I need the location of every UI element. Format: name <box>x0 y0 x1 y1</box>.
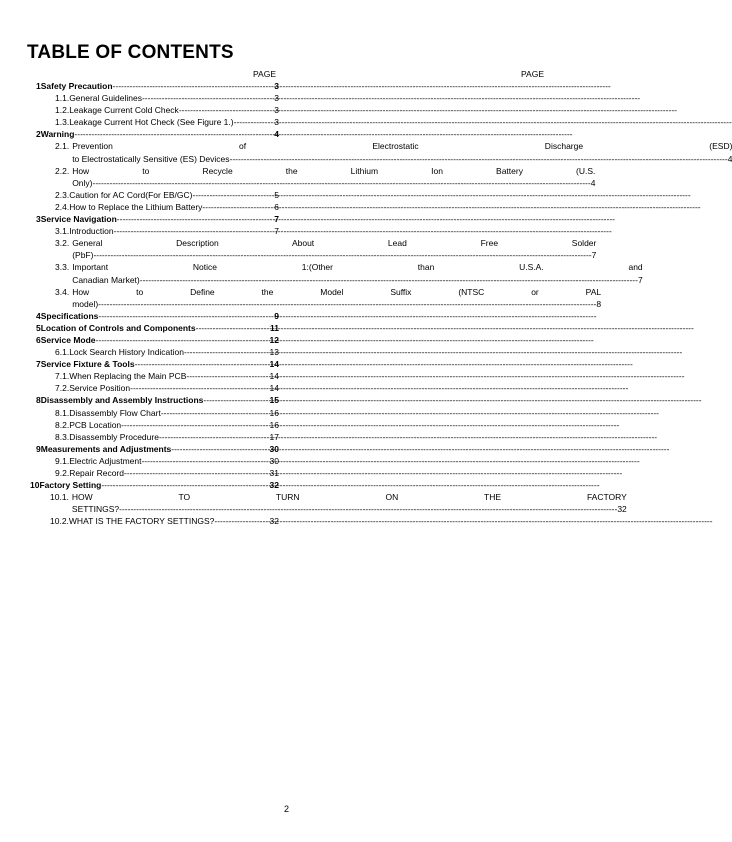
toc-entry[interactable] <box>27 165 596 189</box>
toc-section[interactable] <box>27 310 279 322</box>
toc-entry-title: Location of Controls and Components <box>40 322 196 333</box>
toc-entry[interactable] <box>27 92 279 104</box>
toc-entry-page: 4 <box>727 153 732 164</box>
toc-leader-dots <box>101 479 269 491</box>
toc-leader-dots <box>119 503 617 515</box>
toc-entry-page: 16 <box>269 407 279 418</box>
toc-entry[interactable] <box>27 104 279 116</box>
toc-leader-dots <box>98 310 274 322</box>
toc-entry[interactable] <box>27 116 279 128</box>
toc-entry[interactable] <box>27 261 643 285</box>
toc-entry[interactable] <box>27 237 597 261</box>
toc-entry-page: 32 <box>269 480 279 491</box>
toc-entry[interactable] <box>27 407 279 419</box>
page-column-header-left: PAGE <box>253 69 276 79</box>
toc-entry-page: 30 <box>269 443 279 454</box>
toc-entry-title: Prevention of Electrostatic Discharge (ESD) <box>72 141 732 152</box>
toc-section[interactable] <box>27 394 279 406</box>
toc-leader-dots <box>121 419 269 431</box>
toc-entry-number: 3 <box>36 214 41 225</box>
toc-section[interactable] <box>27 479 279 491</box>
toc-entry-number: 9.1. <box>55 455 70 466</box>
toc-section[interactable] <box>27 443 279 455</box>
toc-leader-dots <box>230 153 728 165</box>
toc-entry[interactable] <box>27 370 279 382</box>
toc-leader-dots <box>96 334 270 346</box>
toc-entry[interactable] <box>27 419 279 431</box>
toc-entry-number: 2.4. <box>55 201 70 212</box>
toc-leader-dots <box>130 382 269 394</box>
toc-entry-page: 4 <box>590 177 596 188</box>
toc-entry-page: 3 <box>274 93 279 104</box>
toc-entry[interactable] <box>27 382 279 394</box>
toc-entry-number: 10.1. <box>50 492 69 503</box>
toc-entry-page: 14 <box>269 371 279 382</box>
toc-entry-page: 9 <box>274 310 279 321</box>
toc-entry-number: 5 <box>36 322 41 333</box>
toc-entry[interactable] <box>27 346 279 358</box>
toc-entry[interactable] <box>27 467 279 479</box>
toc-leader-dots <box>202 201 274 213</box>
toc-leader-dots <box>142 92 274 104</box>
toc-entry-page: 6 <box>274 201 279 212</box>
toc-entry-page: 7 <box>274 226 279 237</box>
toc-entry-title: General Description About Lead Free Solder <box>72 238 597 249</box>
toc-entry-page: 4 <box>274 129 279 140</box>
toc-entry-title: HOW TO TURN ON THE FACTORY <box>71 492 627 503</box>
toc-entry-title: Introduction <box>69 226 114 237</box>
toc-leader-dots <box>214 515 269 527</box>
toc-entry-title-cont: model) <box>72 298 99 309</box>
toc-entry-page: 7 <box>591 250 597 261</box>
toc-entry-number: 10 <box>30 480 40 491</box>
toc-entry-number: 8.1. <box>55 407 70 418</box>
toc-entry-page: 32 <box>617 504 627 515</box>
toc-entry[interactable] <box>27 515 279 527</box>
toc-entry-number: 2.3. <box>55 189 70 200</box>
toc-entry-number: 7.2. <box>55 383 70 394</box>
toc-entry-page: 13 <box>269 347 279 358</box>
toc-leader-dots <box>196 322 270 334</box>
toc-entry-number: 3.3. <box>55 262 70 273</box>
toc-entry-title: Service Position <box>69 383 131 394</box>
toc-leader-dots <box>124 467 270 479</box>
toc-entry-number: 1.1. <box>55 93 70 104</box>
toc-entry-number: 3.1. <box>55 226 70 237</box>
toc-entry-page: 14 <box>269 359 279 370</box>
toc-leader-dots <box>234 116 275 128</box>
toc-entry-title: Measurements and Adjustments <box>40 443 172 454</box>
toc-entry-title: Service Navigation <box>40 214 117 225</box>
toc-entry-title: General Guidelines <box>69 93 142 104</box>
toc-leader-dots <box>98 298 596 310</box>
toc-entry-title: How to Define the Model Suffix (NTSC or PAL <box>72 286 602 297</box>
toc-section[interactable] <box>27 334 279 346</box>
toc-entry-title: When Replacing the Main PCB <box>69 371 187 382</box>
toc-entry-page: 12 <box>269 334 279 345</box>
toc-list <box>27 80 732 527</box>
toc-entry-page: 16 <box>269 419 279 430</box>
toc-entry-page: 7 <box>274 214 279 225</box>
toc-leader-dots <box>171 443 269 455</box>
toc-entry-page: 30 <box>269 455 279 466</box>
toc-entry-number: 1.2. <box>55 105 70 116</box>
toc-entry-number: 2.2. <box>55 165 70 176</box>
toc-leader-dots <box>113 80 275 92</box>
toc-entry[interactable] <box>27 431 279 443</box>
toc-leader-dots <box>159 431 270 443</box>
toc-section[interactable] <box>27 358 279 370</box>
toc-entry-number: 6.1. <box>55 347 70 358</box>
toc-entry[interactable] <box>27 455 279 467</box>
toc-entry-page: 5 <box>274 189 279 200</box>
toc-section[interactable] <box>27 213 279 225</box>
toc-entry-number: 2.1. <box>55 141 70 152</box>
toc-entry-number: 3.2. <box>55 238 70 249</box>
toc-entry-number: 2 <box>36 129 41 140</box>
toc-entry-number: 1 <box>36 81 41 91</box>
toc-entry-page: 3 <box>274 105 279 116</box>
toc-entry-number: 9 <box>36 443 41 454</box>
toc-entry-title: WHAT IS THE FACTORY SETTINGS? <box>68 516 215 527</box>
toc-entry[interactable] <box>27 140 732 164</box>
toc-entry-title: Important Notice 1:(Other than U.S.A. and <box>72 262 643 273</box>
toc-entry-page: 14 <box>269 383 279 394</box>
toc-leader-dots <box>184 346 270 358</box>
toc-entry-page: 3 <box>274 117 279 128</box>
toc-entry-title: Repair Record <box>69 468 124 478</box>
toc-entry[interactable] <box>27 201 279 213</box>
toc-entry-number: 7.1. <box>55 371 70 382</box>
toc-leader-dots <box>117 213 274 225</box>
toc-leader-dots <box>161 407 270 419</box>
toc-entry-page: 11 <box>270 322 279 333</box>
toc-entry-title-cont: Only) <box>72 177 93 188</box>
toc-entry-title: Factory Setting <box>39 480 102 491</box>
toc-entry-number: 8.3. <box>55 431 70 442</box>
toc-entry-title: Disassembly and Assembly Instructions <box>40 395 204 406</box>
toc-entry[interactable] <box>27 189 279 201</box>
toc-entry-title: Lock Search History Indication <box>69 347 184 358</box>
toc-entry-title: Disassembly Flow Chart <box>69 407 161 418</box>
toc-leader-dots <box>141 455 269 467</box>
toc-entry-number: 8 <box>36 395 41 406</box>
toc-leader-dots <box>179 104 274 116</box>
toc-entry-number: 6 <box>36 334 41 345</box>
toc-entry-title: Leakage Current Cold Check <box>69 105 179 116</box>
toc-leader-dots <box>203 394 269 406</box>
toc-leader-dots <box>93 177 591 189</box>
toc-entry-page: 7 <box>637 274 643 285</box>
toc-title: TABLE OF CONTENTS <box>27 42 234 63</box>
toc-entry-title-cont: Canadian Market) <box>72 274 140 285</box>
toc-leader-dots <box>93 249 591 261</box>
toc-entry-title: Electric Adjustment <box>69 455 142 466</box>
toc-entry-page: 31 <box>269 468 279 478</box>
page-column-header-right: PAGE <box>521 69 544 79</box>
toc-entry-title: Specifications <box>40 310 99 321</box>
toc-entry-page: 17 <box>269 431 279 442</box>
toc-entry-title: Service Fixture & Tools <box>40 359 135 370</box>
toc-entry-number: 10.2. <box>50 516 69 527</box>
toc-section[interactable] <box>27 128 279 140</box>
toc-entry-title: Leakage Current Hot Check (See Figure 1.) <box>69 117 234 128</box>
toc-entry-page: 15 <box>269 395 279 406</box>
toc-entry-title: Service Mode <box>40 334 96 345</box>
toc-entry-number: 3.4. <box>55 286 70 297</box>
toc-entry-title: Caution for AC Cord(For EB/GC) <box>69 189 193 200</box>
toc-section[interactable] <box>27 322 279 334</box>
toc-entry-number: 9.2. <box>55 468 70 478</box>
toc-entry-number: 4 <box>36 310 41 321</box>
toc-entry-title: Warning <box>40 129 75 140</box>
toc-entry-number: 7 <box>36 359 41 370</box>
toc-leader-dots <box>186 370 269 382</box>
toc-entry-number: 1.3. <box>55 117 70 128</box>
toc-leader-dots <box>135 358 270 370</box>
toc-leader-dots <box>114 225 275 237</box>
footer-page-number: 2 <box>284 804 290 814</box>
toc-entry-page: 32 <box>269 516 279 527</box>
toc-entry-title: Disassembly Procedure <box>69 431 159 442</box>
toc-leader-dots <box>74 128 274 140</box>
toc-entry-title-cont: to Electrostatically Sensitive (ES) Devices <box>72 153 230 164</box>
toc-entry[interactable] <box>27 491 627 515</box>
toc-entry-title: Safety Precaution <box>40 81 113 91</box>
toc-entry-page: 3 <box>274 81 279 91</box>
toc-entry-title: How to Recycle the Lithium Ion Battery (U.S. <box>72 165 596 176</box>
toc-entry-number: 8.2. <box>55 419 70 430</box>
toc-entry-page: 8 <box>596 298 602 309</box>
toc-leader-dots <box>192 189 274 201</box>
toc-entry[interactable] <box>27 286 602 310</box>
toc-entry-title-cont: (PbF) <box>72 250 94 261</box>
toc-entry-title: PCB Location <box>69 419 122 430</box>
toc-entry-title: How to Replace the Lithium Battery <box>69 201 203 212</box>
toc-section[interactable] <box>27 80 279 92</box>
toc-leader-dots <box>140 274 638 286</box>
toc-entry[interactable] <box>27 225 279 237</box>
toc-entry-title-cont: SETTINGS? <box>71 504 120 515</box>
